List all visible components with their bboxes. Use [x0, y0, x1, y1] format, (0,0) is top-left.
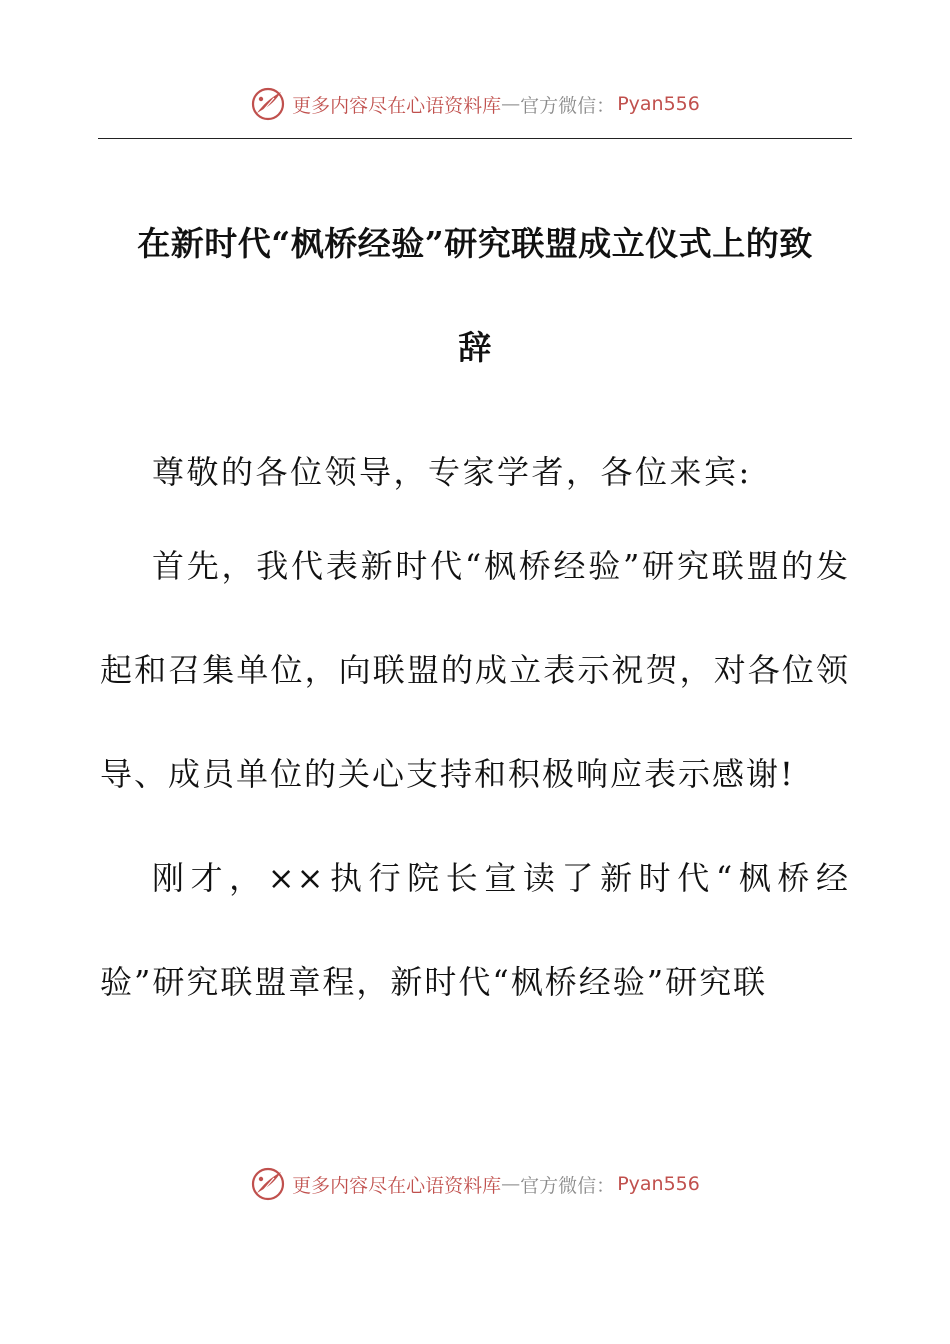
header-banner — [0, 84, 950, 124]
footer-banner — [0, 1164, 950, 1204]
paragraph-2: 刚才，××执行院长宣读了新时代“枫桥经验”研究联盟章程，新时代“枫桥经验”研究联 — [100, 859, 850, 1001]
banner-wechat-id: Pyan556 — [617, 93, 700, 115]
quill-logo-icon — [250, 86, 286, 122]
header-divider — [98, 138, 852, 139]
document-body — [100, 430, 850, 1034]
paragraph-1: 首先，我代表新时代“枫桥经验”研究联盟的发起和召集单位，向联盟的成立表示祝贺，对各位领导、成员单位的关心支持和积极响应表示感谢! — [100, 547, 850, 793]
greeting: 尊敬的各位领导，专家学者，各位来宾: — [152, 453, 752, 491]
quill-logo-icon — [250, 1166, 286, 1202]
banner-separator: — — [501, 93, 521, 115]
document-title — [100, 210, 850, 400]
banner-official-label: 官方微信： — [520, 94, 616, 117]
banner-wechat-id: Pyan556 — [617, 1173, 700, 1195]
title-line-1: 在新时代“枫桥经验”研究联盟成立仪式上的致 — [137, 224, 813, 263]
banner-main-text: 更多内容尽在心语资料库 — [292, 94, 502, 117]
title-line-2: 辞 — [458, 328, 492, 367]
banner-separator: — — [501, 1173, 521, 1195]
banner-official-label: 官方微信： — [520, 1174, 616, 1197]
banner-main-text: 更多内容尽在心语资料库 — [292, 1174, 502, 1197]
